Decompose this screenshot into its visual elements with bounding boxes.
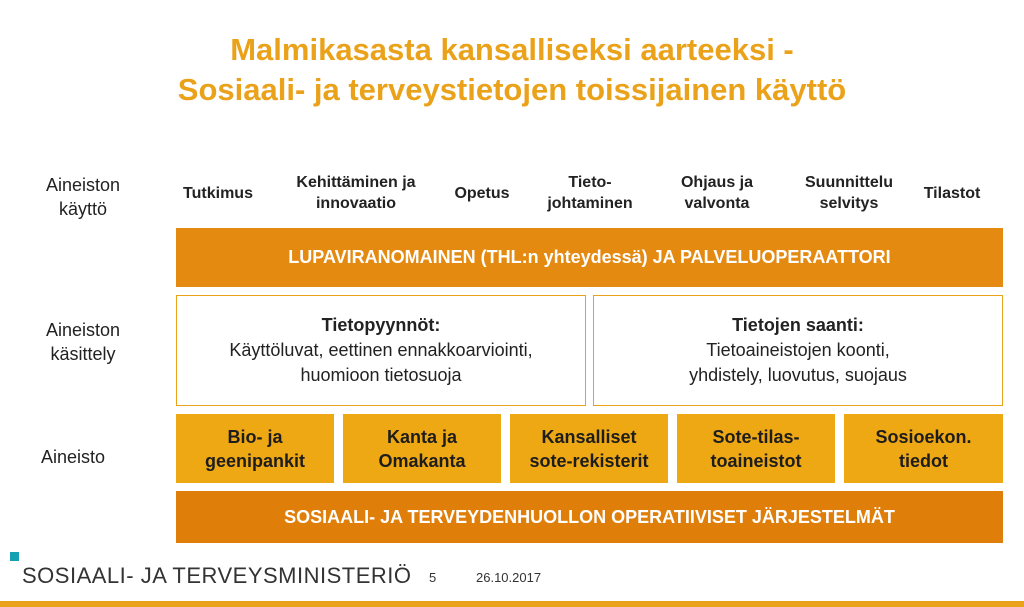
column-header-line1: Tilastot (923, 184, 981, 202)
data-box-line2: toaineistot (710, 450, 802, 471)
column-header-planning (792, 168, 906, 218)
ministry-logo-icon (10, 552, 19, 561)
column-header-line2: selvitys (819, 195, 879, 212)
data-box-line1: Kansalliset (541, 426, 637, 447)
column-header-line1: Ohjaus ja (680, 174, 754, 191)
data-requests-heading: Tietopyynnöt: (321, 315, 441, 335)
data-requests-box (176, 295, 586, 406)
row-label-processing (18, 318, 148, 366)
column-header-teaching (440, 168, 524, 218)
data-box-line2: tiedot (899, 450, 948, 471)
data-box-line1: Kanta ja (386, 426, 457, 447)
row-label-usage (18, 173, 148, 221)
data-box-line1: Sote-tilas- (712, 426, 800, 447)
column-header-development (278, 168, 434, 218)
ministry-logo-text: SOSIAALI- JA TERVEYSMINISTERIÖ (22, 563, 412, 588)
row-label-data: Aineisto (40, 447, 106, 467)
data-box-line2: sote-rekisterit (529, 450, 649, 471)
column-header-knowledge-management (530, 168, 650, 218)
data-box-line1: Sosioekon. (875, 426, 972, 447)
bottom-divider (0, 601, 1024, 607)
column-header-line2: innovaatio (315, 195, 396, 212)
column-header-line1: Tutkimus (183, 184, 253, 202)
column-header-statistics (912, 168, 992, 218)
slide-title-line1: Malmikasasta kansalliseksi aarteeksi - (230, 32, 794, 67)
data-access-box (593, 295, 1003, 406)
column-header-line1: Opetus (454, 184, 510, 202)
data-box-line2: geenipankit (204, 450, 306, 471)
slide-date: 26.10.2017 (476, 570, 542, 585)
data-box-biobanks (176, 414, 334, 483)
row-label-processing-line1: Aineiston (45, 320, 121, 340)
slide-title-line2: Sosiaali- ja terveystietojen toissijainen käyttö (177, 72, 847, 107)
authority-bar: LUPAVIRANOMAINEN (THL:n yhteydessä) JA PALVELUOPERAATTORI (176, 228, 1003, 287)
operative-systems-bar: SOSIAALI- JA TERVEYDENHUOLLON OPERATIIVISET JÄRJESTELMÄT (176, 491, 1003, 543)
page-number: 5 (429, 570, 437, 585)
data-box-line1: Bio- ja (227, 426, 283, 447)
data-access-line1: Tietoaineistojen koonti, (706, 340, 890, 360)
data-access-heading: Tietojen saanti: (732, 315, 864, 335)
slide-title (0, 30, 1024, 110)
row-label-usage-line1: Aineiston (45, 175, 121, 195)
column-header-line1: Tieto- (568, 174, 612, 191)
column-header-line2: valvonta (684, 195, 750, 212)
data-access-line2: yhdistely, luovutus, suojaus (689, 365, 907, 385)
data-box-line2: Omakanta (378, 450, 466, 471)
column-header-line1: Kehittäminen ja (296, 174, 416, 191)
data-requests-line1: Käyttöluvat, eettinen ennakkoarviointi, (229, 340, 533, 360)
data-box-kanta (343, 414, 501, 483)
data-box-national-registers (510, 414, 668, 483)
data-box-socioeconomic (844, 414, 1003, 483)
column-header-steering (666, 168, 768, 218)
data-box-statistics-data (677, 414, 835, 483)
column-header-research (168, 168, 268, 218)
column-header-line2: johtaminen (547, 195, 633, 212)
row-label-usage-line2: käyttö (58, 199, 108, 219)
data-requests-line2: huomioon tietosuoja (300, 365, 462, 385)
column-header-line1: Suunnittelu (805, 174, 893, 191)
row-label-processing-line2: käsittely (50, 344, 116, 364)
